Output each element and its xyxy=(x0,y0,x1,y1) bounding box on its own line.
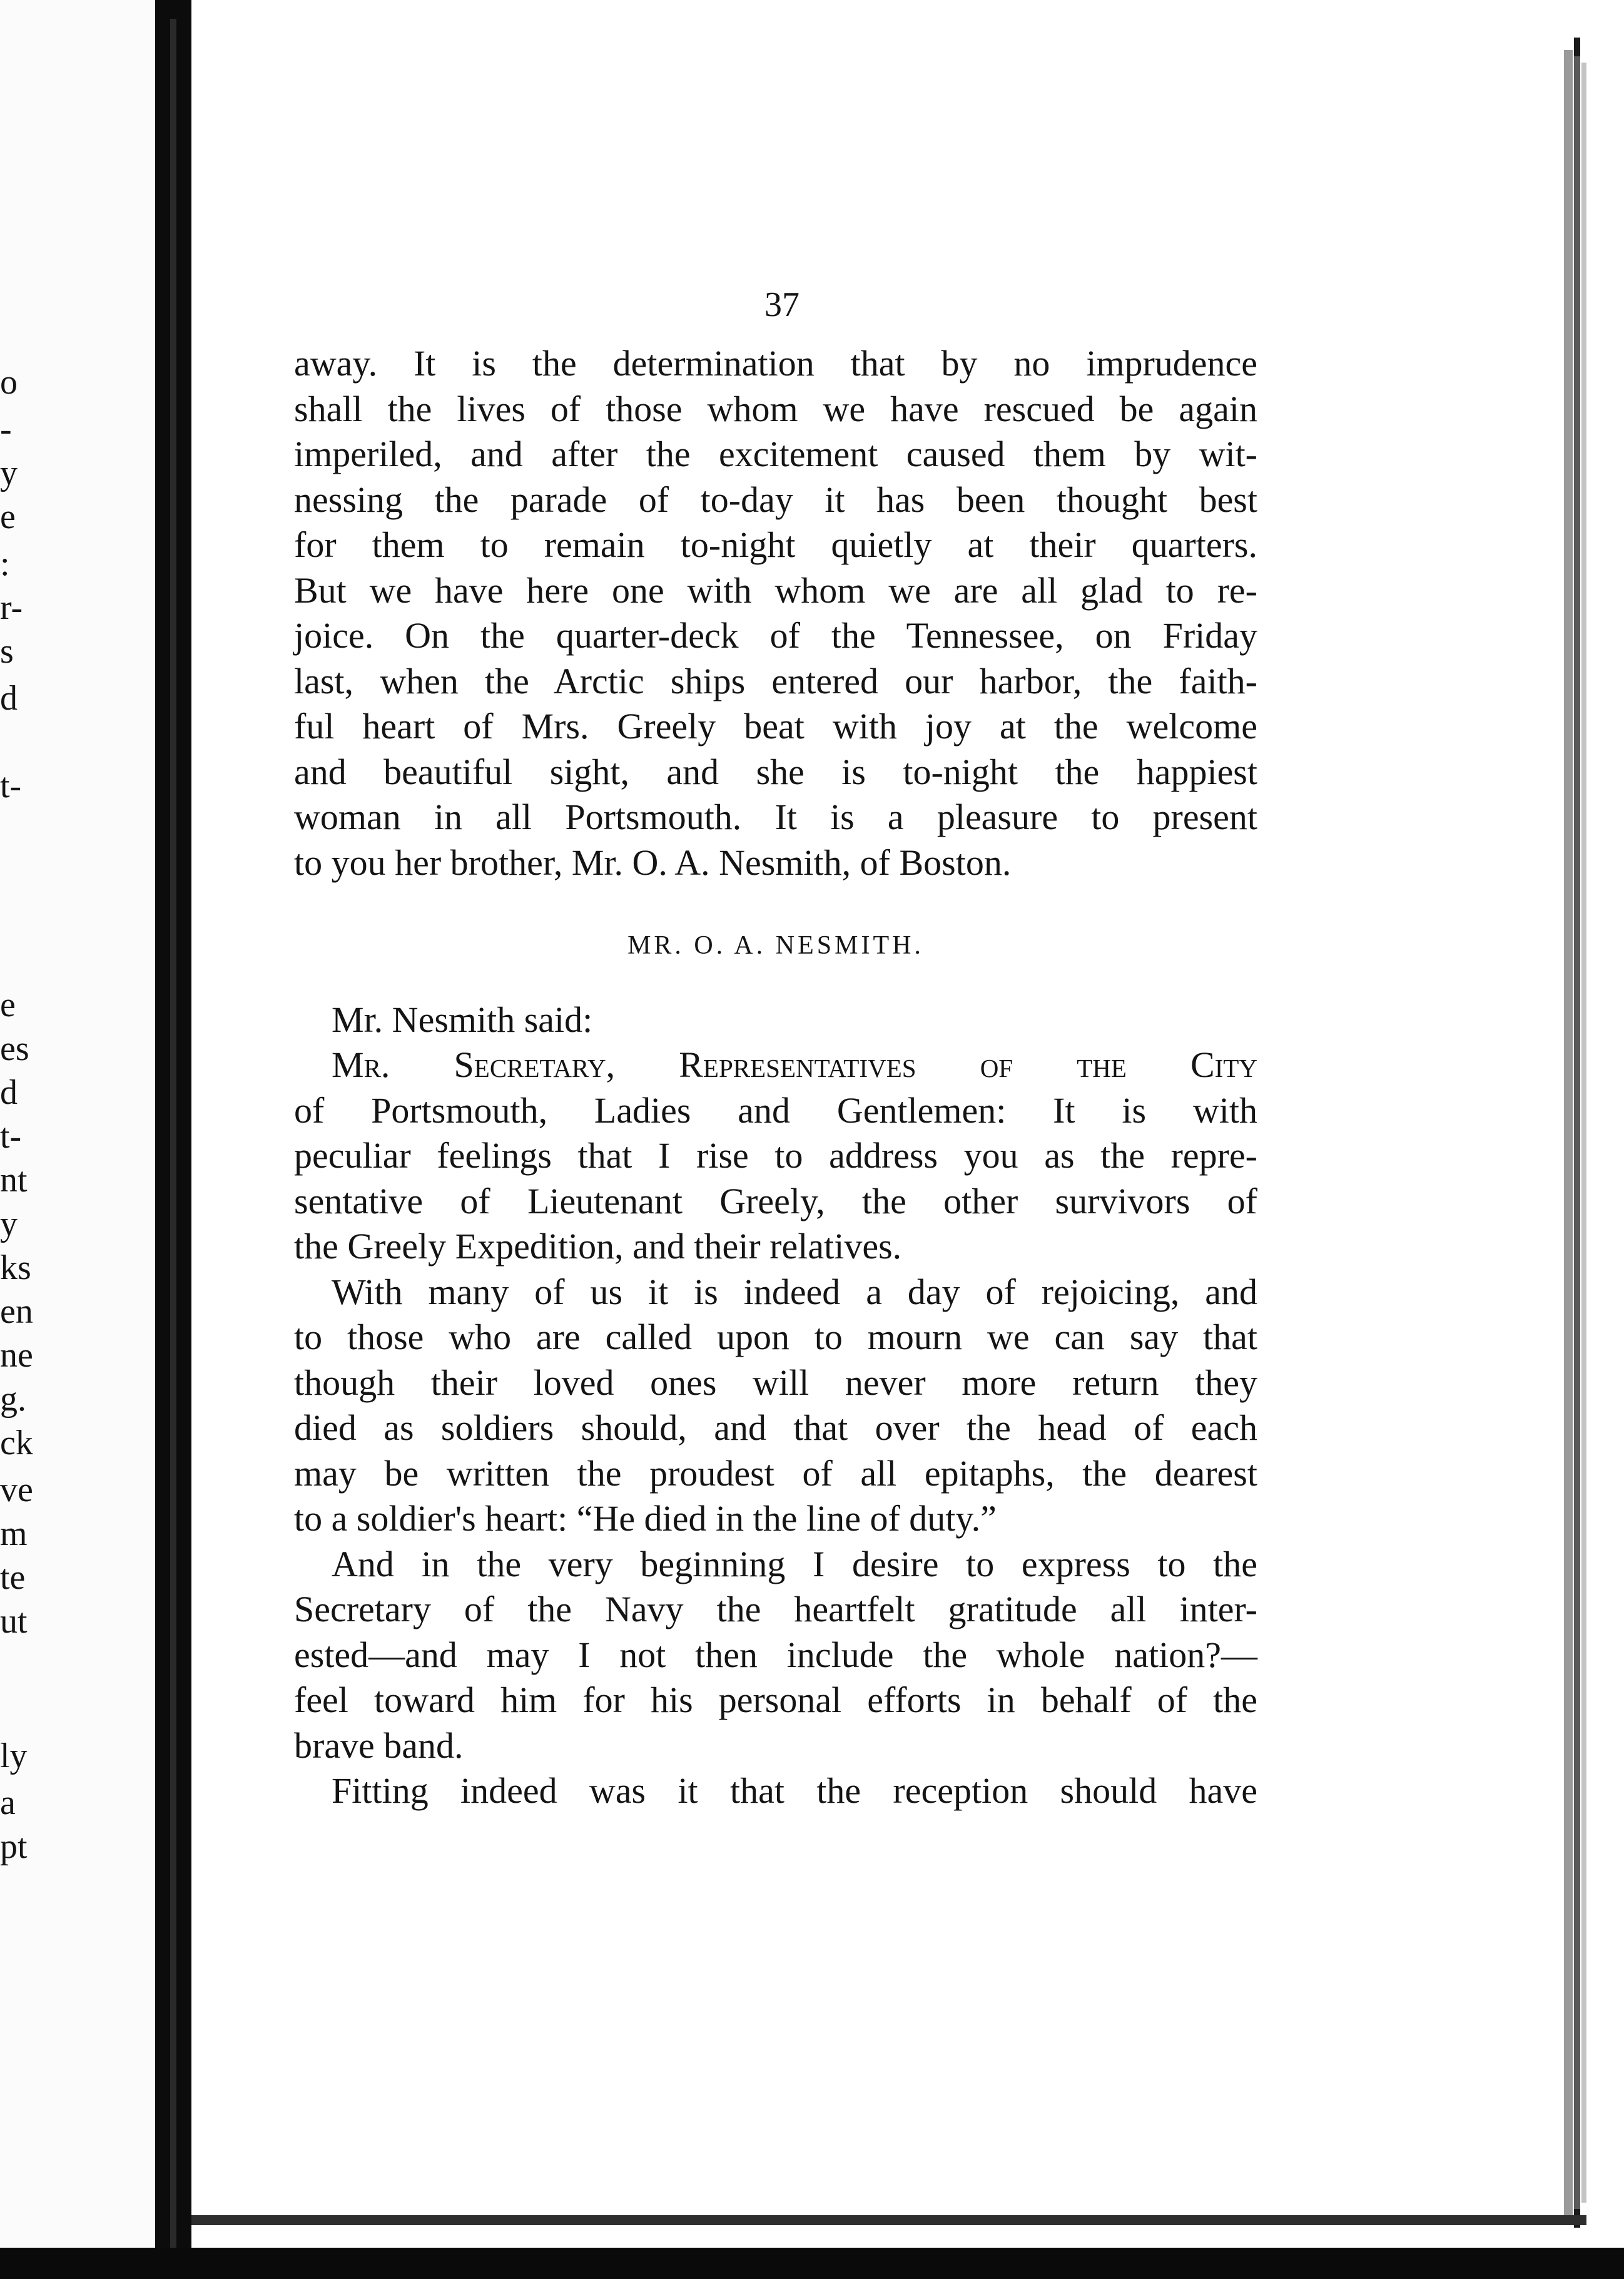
page-bottom-edge xyxy=(191,2215,1586,2225)
fragment: a xyxy=(0,1783,16,1822)
text-line: Fitting indeed was it that the reception should have xyxy=(332,1770,1257,1811)
fragment: y xyxy=(0,454,18,492)
text-line: and beautiful sight, and she is to-night the happiest xyxy=(294,751,1257,792)
text-line: ested—and may I not then include the whole nation?— xyxy=(294,1634,1257,1675)
fragment: t- xyxy=(0,1117,22,1156)
text-line: away. It is the determination that by no imprudence xyxy=(294,343,1257,384)
text-line: the Greely Expedition, and their relatives. xyxy=(294,1226,902,1267)
text-line: brave band. xyxy=(294,1725,464,1766)
scan-background xyxy=(0,2248,1624,2279)
text-line: And in the very beginning I desire to express to the xyxy=(332,1543,1257,1584)
fragment: g. xyxy=(0,1380,26,1419)
page-edge xyxy=(1564,50,1573,2215)
text-line: shall the lives of those whom we have rescued be again xyxy=(294,388,1257,429)
text-line: Mr. Secretary, Representatives of the City xyxy=(332,1044,1257,1085)
text-line: peculiar feelings that I rise to address you as the repre- xyxy=(294,1135,1257,1176)
text-line: imperiled, and after the excitement caused them by wit- xyxy=(294,434,1257,474)
paragraph xyxy=(294,1270,1257,1542)
fragment: - xyxy=(0,410,12,449)
paragraph xyxy=(294,1542,1257,1769)
text-line: joice. On the quarter-deck of the Tennessee, on Friday xyxy=(294,615,1257,656)
text-line: Secretary of the Navy the heartfelt gratitude all inter- xyxy=(294,1589,1257,1629)
fragment: y xyxy=(0,1205,18,1243)
fragment: t- xyxy=(0,767,22,805)
text-line: nessing the parade of to-day it has been thought best xyxy=(294,479,1257,520)
text-line: sentative of Lieutenant Greely, the other survivors of xyxy=(294,1180,1257,1221)
paragraph xyxy=(294,1768,1257,1814)
text-line: of Portsmouth, Ladies and Gentlemen: It is with xyxy=(294,1089,1257,1131)
fragment: en xyxy=(0,1292,33,1331)
fragment: ks xyxy=(0,1248,31,1287)
fragment: ut xyxy=(0,1602,28,1641)
text-line: died as soldiers should, and that over the head of each xyxy=(294,1407,1257,1448)
text-line: feel toward him for his personal efforts in behalf of the xyxy=(294,1680,1257,1720)
page-number: 37 xyxy=(764,285,799,324)
gutter-shadow xyxy=(170,19,176,2259)
fragment: ly xyxy=(0,1736,28,1775)
fragment: ck xyxy=(0,1424,33,1462)
fragment: m xyxy=(0,1514,28,1553)
text-line: to a soldier's heart: “He died in the line of duty.” xyxy=(294,1498,997,1539)
text-line: to you her brother, Mr. O. A. Nesmith, of Boston. xyxy=(294,842,1012,883)
fragment: : xyxy=(0,544,10,583)
page-edge xyxy=(1574,56,1580,2209)
fragment: te xyxy=(0,1558,26,1597)
text-line: With many of us it is indeed a day of rejoicing, and xyxy=(332,1271,1257,1312)
fragment: pt xyxy=(0,1827,28,1866)
fragment: r- xyxy=(0,588,23,627)
fragment: es xyxy=(0,1029,29,1068)
fragment: nt xyxy=(0,1161,28,1200)
fragment: d xyxy=(0,1073,18,1112)
text-line: But we have here one with whom we are all glad to re- xyxy=(294,569,1257,611)
text-line: to those who are called upon to mourn we can say that xyxy=(294,1317,1257,1357)
fragment: e xyxy=(0,986,16,1024)
section-heading: MR. O. A. NESMITH. xyxy=(627,931,924,960)
fragment: d xyxy=(0,679,18,718)
paragraph xyxy=(294,341,1257,885)
fragment: s xyxy=(0,632,14,671)
text-line: woman in all Portsmouth. It is a pleasure to present xyxy=(294,797,1257,837)
fragment: ne xyxy=(0,1336,33,1375)
text-line: for them to remain to-night quietly at their quarters. xyxy=(294,524,1257,565)
text-line: ful heart of Mrs. Greely beat with joy at the welcome xyxy=(294,706,1257,747)
said-line: Mr. Nesmith said: xyxy=(332,999,593,1040)
text-line: though their loved ones will never more return they xyxy=(294,1362,1257,1403)
page-edge xyxy=(1581,63,1586,2203)
text-line: last, when the Arctic ships entered our harbor, the faith- xyxy=(294,660,1257,701)
fragment: ve xyxy=(0,1471,33,1509)
fragment: e xyxy=(0,497,16,536)
paragraph xyxy=(294,1043,1257,1270)
text-line: may be written the proudest of all epitaphs, the dearest xyxy=(294,1452,1257,1494)
fragment: o xyxy=(0,363,18,402)
facing-page xyxy=(0,0,155,2279)
page-body xyxy=(294,341,1257,1814)
